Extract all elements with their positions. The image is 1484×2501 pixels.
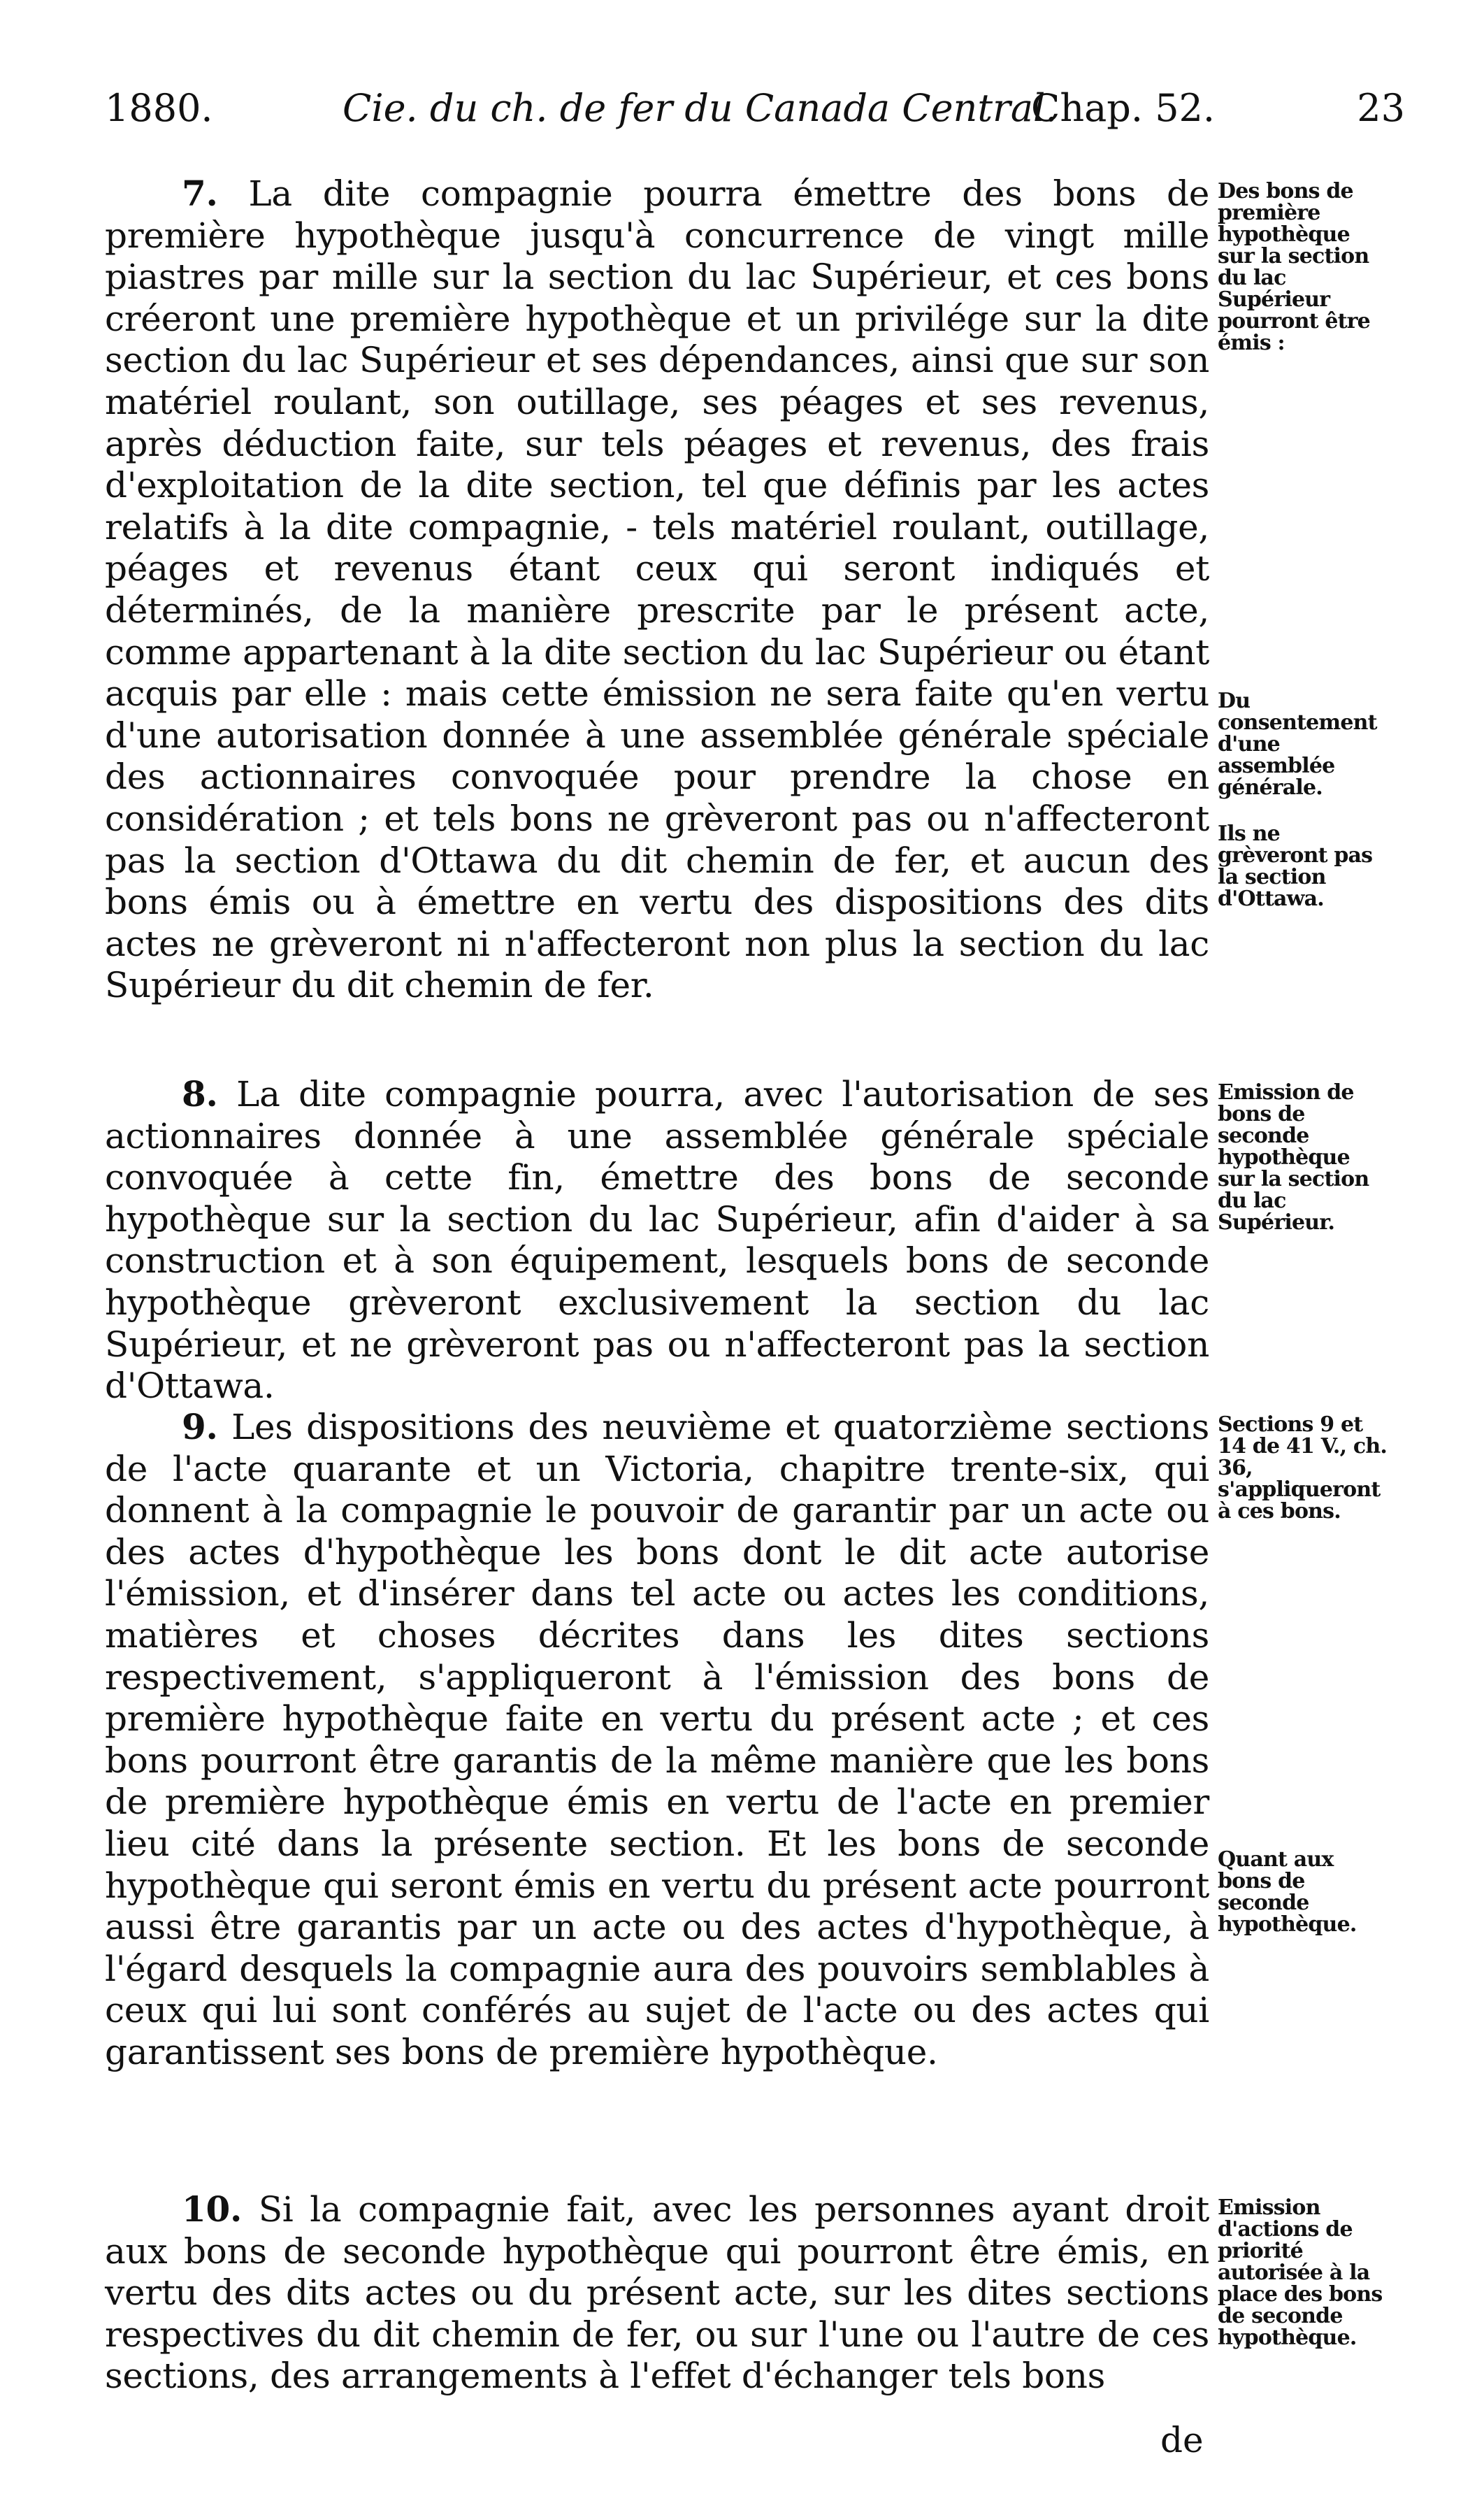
section-paragraph bbox=[105, 1073, 1209, 1407]
header-title: Cie. du ch. de fer du Canada Central. bbox=[343, 86, 1058, 130]
header-chapter: Chap. 52. bbox=[1031, 86, 1216, 130]
running-header bbox=[105, 84, 1405, 133]
margin-note-first-mortgage: Des bons de première hypothèque sur la section du lac Supérieur pourront être émis : bbox=[1218, 179, 1370, 355]
section-number: 10. bbox=[182, 2188, 243, 2230]
section-text: La dite compagnie pourra émettre des bons de première hypothèque jusqu'à concurrence de vingt mille piastres par mille sur la section du lac Supérieur, et ces bons créeront une première hypothèque et un privilége sur la dite section du lac Supérieur et ses dépendances, ainsi que sur son matériel roulant, son outillage, ses péages et ses revenus, après déduction faite, sur tels péages et revenus, des frais d'exploitation de la dite section, tel que définis par les actes relatifs à la dite compagnie, - tels matériel roulant, outillage, péages et revenus étant ceux qui seront indiqués et déterminés, de la manière prescrite par le présent acte, comme appartenant à la dite section du lac Supérieur ou étant acquis par elle : mais cette émission ne sera faite qu'en vertu d'une autorisation donnée à une assemblée générale spéciale des actionnaires convoquée pour prendre la chose en considération ; et tels bons ne grèveront pas ou n'affecteront pas la section d'Ottawa du dit chemin de fer, et aucun des bons émis ou à émettre en vertu des dispositions des dits actes ne grèveront ni n'affecteront non plus la section du lac Supérieur du dit chemin de fer. bbox=[105, 173, 1210, 1006]
section-text: La dite compagnie pourra, avec l'autorisation de ses actionnaires donnée à une assemblée générale spéciale convoquée à cette fin, émettre des bons de seconde hypothèque sur la section du lac Supérieur, afin d'aider à sa construction et à son équipement, lesquels bons de seconde hypothèque grèveront exclusivement la section du lac Supérieur, et ne grèveront pas ou n'affecteront pas la section d'Ottawa. bbox=[105, 1074, 1210, 1407]
header-year: 1880. bbox=[105, 86, 213, 130]
margin-note-second-mortgage: Emission de bons de seconde hypothèque sur la section du lac Supérieur. bbox=[1218, 1080, 1369, 1235]
margin-note-consent: Du consentement d'une assemblée générale. bbox=[1218, 689, 1377, 800]
section-paragraph bbox=[105, 1406, 1209, 2074]
section-number: 9. bbox=[182, 1406, 218, 1447]
section-text: Les dispositions des neuvième et quatorzième sections de l'acte quarante et un Victoria, chapitre trente-six, qui donnent à la compagnie le pouvoir de garantir par un acte ou des actes d'hypothèque les bons dont le dit acte autorise l'émission, et d'insérer dans tel acte ou actes les conditions, matières et choses décrites dans les dites sections respectivement, s'appliqueront à l'émission des bons de première hypothèque faite en vertu du présent acte ; et ces bons pourront être garantis de la même manière que les bons de première hypothèque émis en vertu de l'acte en premier lieu cité dans la présente section. Et les bons de seconde hypothèque qui seront émis en vertu du présent acte pourront aussi être garantis par un acte ou des actes d'hypothèque, à l'égard desquels la compagnie aura des pouvoirs semblables à ceux qui lui sont conférés au sujet de l'acte ou des actes qui garantissent ses bons de première hypothèque. bbox=[105, 1407, 1210, 2072]
catchword: de bbox=[1160, 2420, 1204, 2460]
margin-note-sections-9-14: Sections 9 et 14 de 41 V., ch. 36, s'appliqueront à ces bons. bbox=[1218, 1412, 1387, 1524]
section-8 bbox=[105, 1073, 1209, 1407]
section-number: 8. bbox=[182, 1073, 218, 1115]
margin-note-priority-shares: Emission d'actions de priorité autorisée à la place des bons de seconde hypothèque. bbox=[1218, 2195, 1383, 2350]
section-10 bbox=[105, 2188, 1209, 2398]
margin-note-ottawa: Ils ne grèveront pas la section d'Ottawa. bbox=[1218, 822, 1373, 911]
section-paragraph bbox=[105, 173, 1209, 1007]
margin-note-second-bonds: Quant aux bons de seconde hypothèque. bbox=[1218, 1847, 1357, 1937]
section-text: Si la compagnie fait, avec les personnes ayant droit aux bons de seconde hypothèque qui pourront être émis, en vertu des dits actes ou du présent acte, sur les dites sections respectives du dit chemin de fer, ou sur l'une ou l'autre de ces sections, des arrangements à l'effet d'échanger tels bons bbox=[105, 2189, 1209, 2397]
page-number: 23 bbox=[1357, 86, 1405, 130]
section-9 bbox=[105, 1406, 1209, 2074]
section-paragraph bbox=[105, 2188, 1209, 2398]
section-number: 7. bbox=[182, 173, 218, 214]
section-7 bbox=[105, 173, 1209, 1007]
